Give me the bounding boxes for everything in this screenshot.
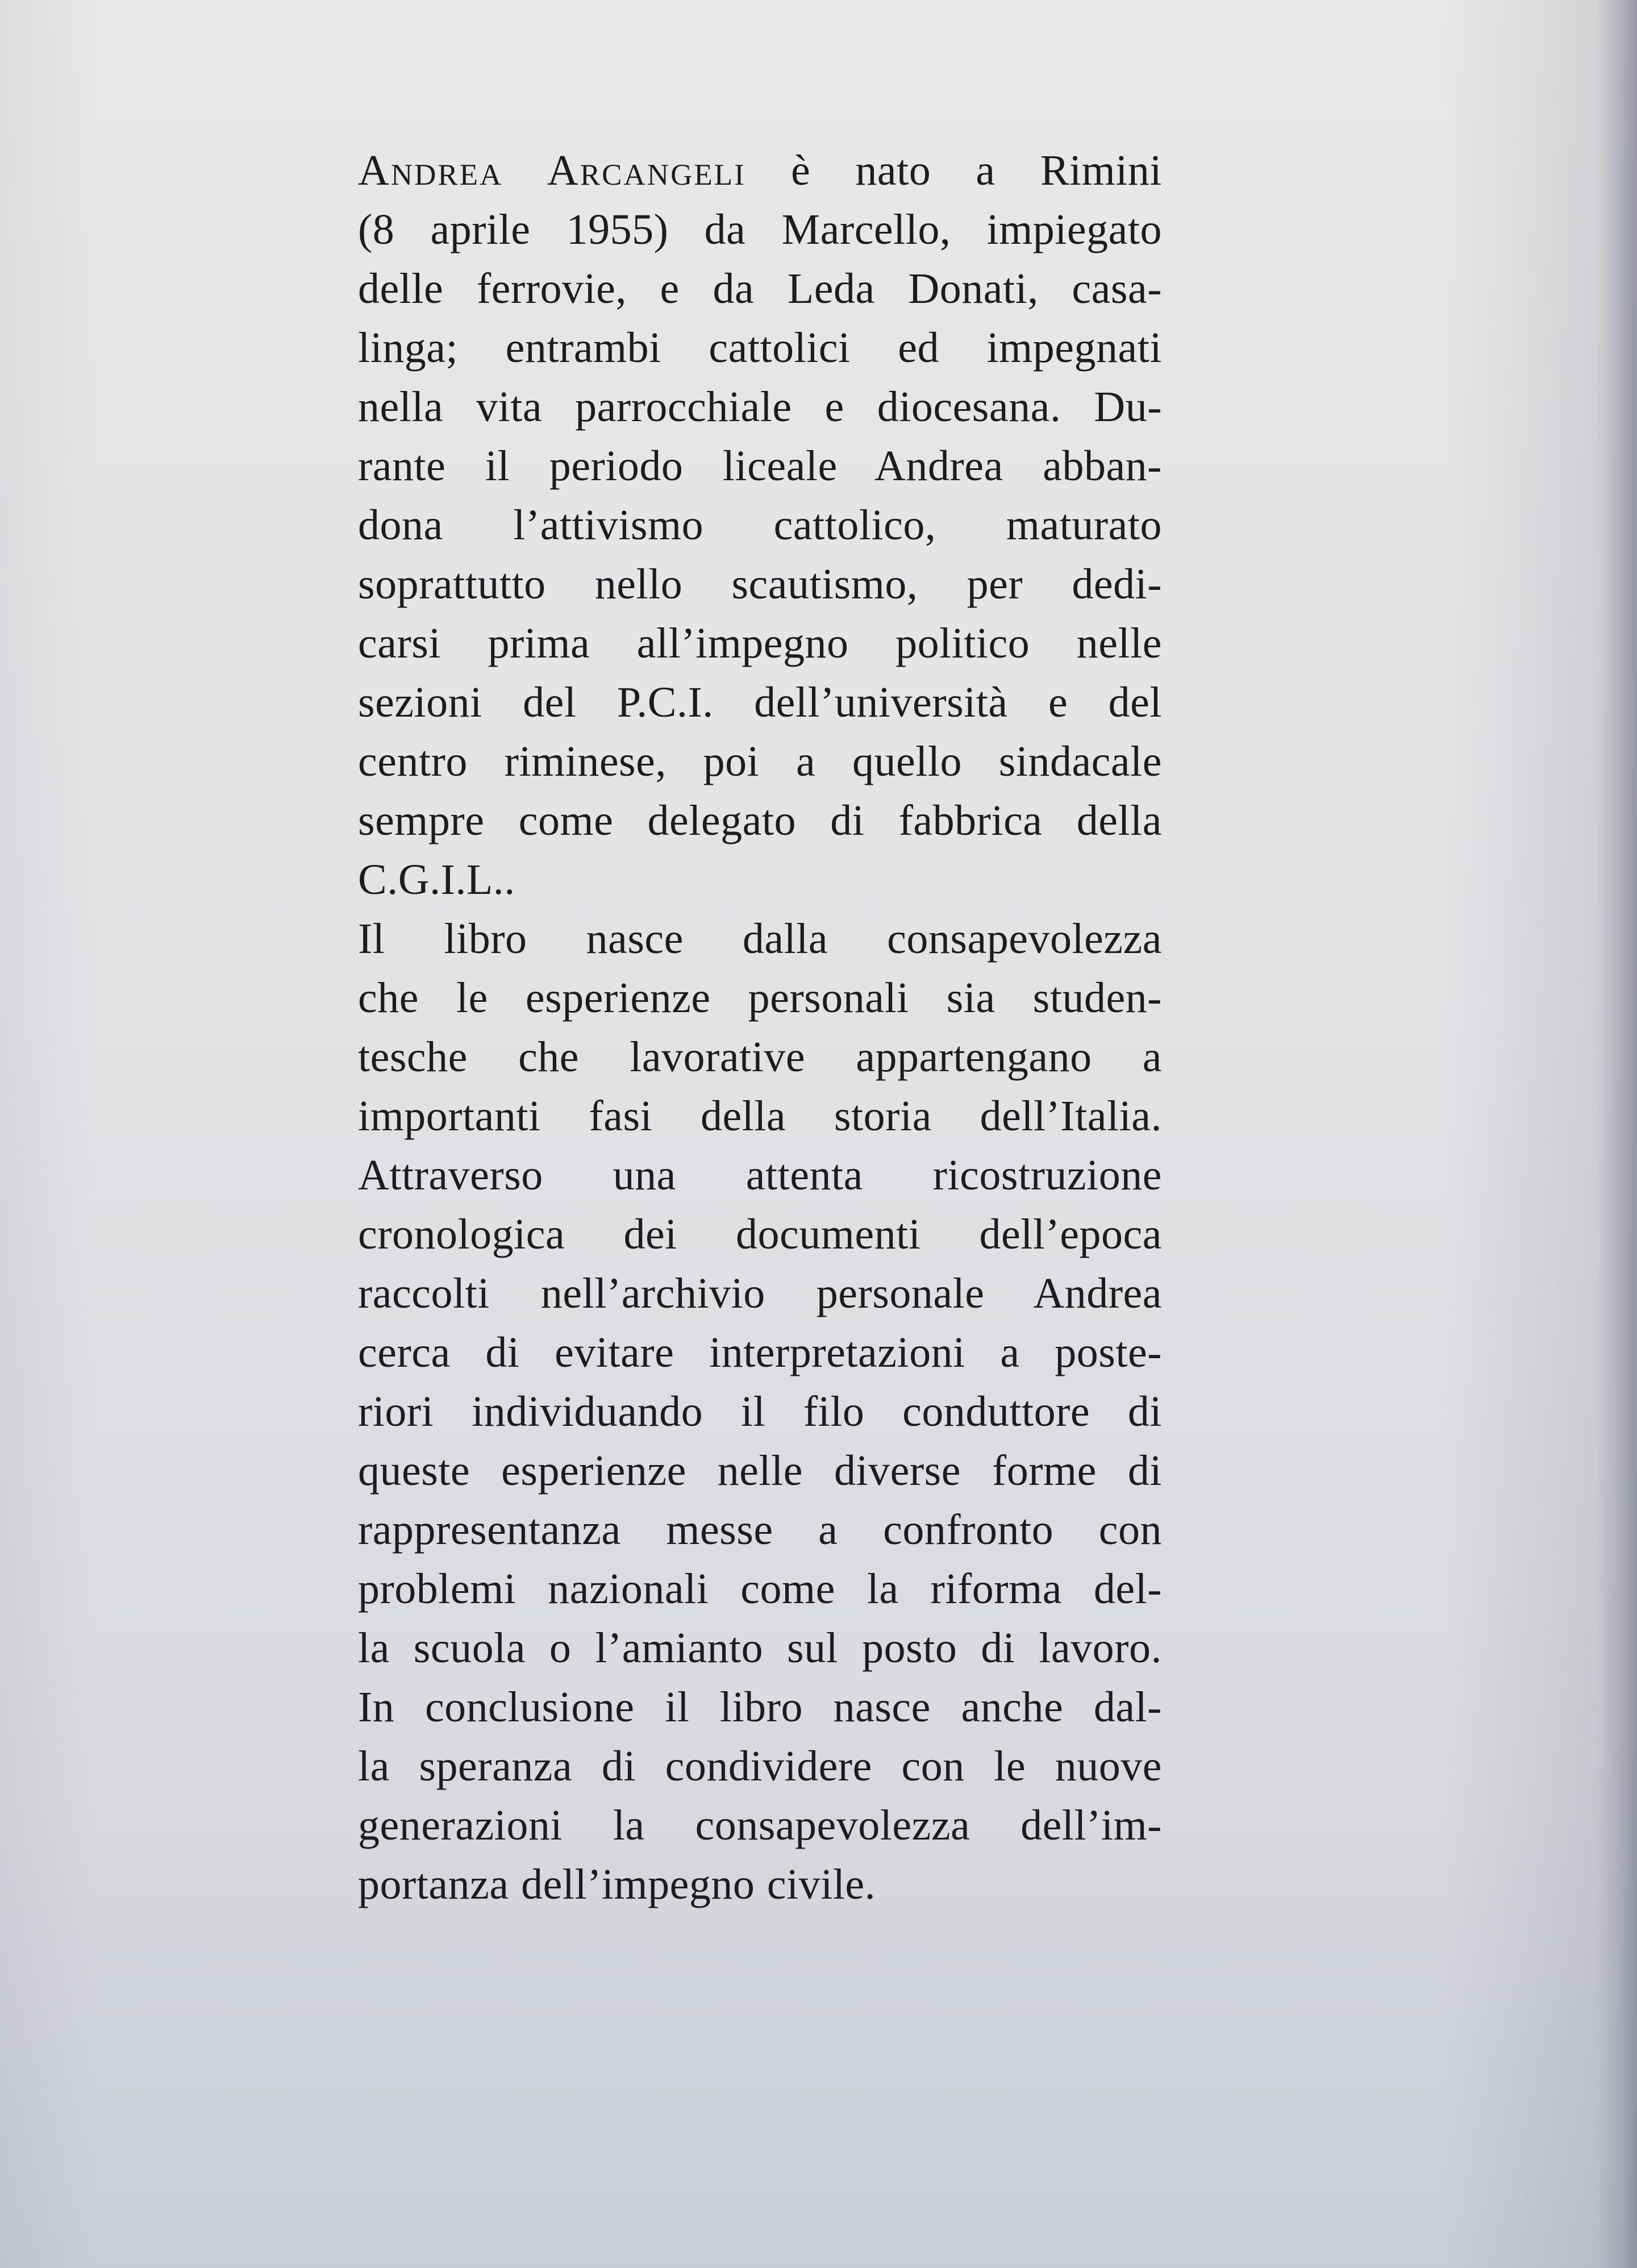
author-biography-text <box>358 141 1162 1914</box>
page-edge-shadow <box>1597 0 1637 2268</box>
text-line: soprattutto nello scautismo, per dedi- <box>358 560 1162 608</box>
text-line: sempre come delegato di fabbrica della <box>358 797 1162 844</box>
text-line: linga; entrambi cattolici ed impegnati <box>358 324 1162 372</box>
text-line: la scuola o l’amianto sul posto di lavoro. <box>358 1624 1162 1672</box>
text-line: centro riminese, poi a quello sindacale <box>358 738 1162 785</box>
text-line: problemi nazionali come la riforma del- <box>358 1565 1162 1613</box>
text-line-1-rest: è nato a Rimini <box>745 147 1162 194</box>
text-line: portanza dell’impegno civile. <box>358 1861 876 1908</box>
text-line: carsi prima all’impegno politico nelle <box>358 619 1162 667</box>
text-line: dona l’attivismo cattolico, maturato <box>358 501 1162 549</box>
text-line: che le esperienze personali sia studen- <box>358 974 1162 1022</box>
text-line: delle ferrovie, e da Leda Donati, casa- <box>358 265 1162 313</box>
text-line: cerca di evitare interpretazioni a poste- <box>358 1329 1162 1376</box>
text-line: generazioni la consapevolezza dell’im- <box>358 1801 1162 1849</box>
text-line: la speranza di condividere con le nuove <box>358 1742 1162 1790</box>
text-line: riori individuando il filo conduttore di <box>358 1388 1162 1435</box>
text-line: Attraverso una attenta ricostruzione <box>358 1151 1162 1199</box>
text-line: queste esperienze nelle diverse forme di <box>358 1447 1162 1495</box>
text-line: cronologica dei documenti dell’epoca <box>358 1210 1162 1258</box>
text-line: rante il periodo liceale Andrea abban- <box>358 442 1162 490</box>
text-line: importanti fasi della storia dell’Italia. <box>358 1092 1162 1140</box>
text-line: tesche che lavorative appartengano a <box>358 1033 1162 1081</box>
text-line: sezioni del P.C.I. dell’università e del <box>358 679 1162 726</box>
book-description-paragraph <box>358 909 1162 1914</box>
text-line-1 <box>358 141 1162 200</box>
author-name: Andrea Arcangeli <box>358 147 746 194</box>
text-line: rappresentanza messe a confronto con <box>358 1506 1162 1554</box>
text-line: (8 aprile 1955) da Marcello, impiegato <box>358 206 1162 253</box>
text-line: In conclusione il libro nasce anche dal- <box>358 1683 1162 1731</box>
biography-paragraph <box>358 141 1162 909</box>
text-line: raccolti nell’archivio personale Andrea <box>358 1270 1162 1317</box>
text-line: C.G.I.L.. <box>358 856 515 904</box>
text-line: Il libro nasce dalla consapevolezza <box>358 915 1162 963</box>
text-line: nella vita parrocchiale e diocesana. Du- <box>358 383 1162 431</box>
